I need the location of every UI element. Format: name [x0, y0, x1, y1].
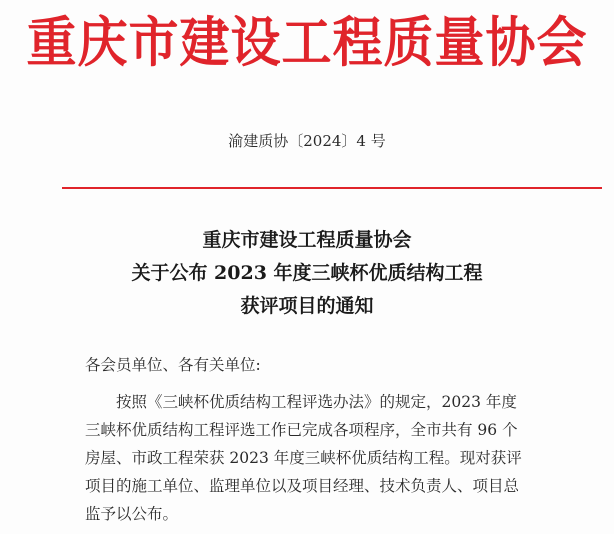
notice-title	[0, 224, 614, 323]
body-line-1: 按照《三峡杯优质结构工程评选办法》的规定，2023 年度	[116, 393, 517, 411]
body-line-3: 房屋、市政工程荣获 2023 年度三峡杯优质结构工程。现对获评	[85, 449, 522, 467]
title-line-3: 获评项目的通知	[240, 295, 374, 317]
red-divider-line	[62, 187, 602, 189]
document-number: 渝建质协〔2024〕4 号	[228, 132, 386, 150]
body-line-2: 三峡杯优质结构工程评选工作已完成各项程序，全市共有 96 个	[85, 421, 518, 439]
body-line-4: 项目的施工单位、监理单位以及项目经理、技术负责人、项目总	[85, 477, 520, 495]
title-line-2: 关于公布 2023 年度三峡杯优质结构工程	[131, 262, 483, 284]
body-paragraph	[85, 388, 605, 528]
body-line-5: 监予以公布。	[85, 505, 179, 523]
salutation: 各会员单位、各有关单位:	[85, 356, 261, 374]
title-line-1: 重庆市建设工程质量协会	[202, 229, 412, 251]
masthead-title: 重庆市建设工程质量协会	[26, 10, 588, 74]
